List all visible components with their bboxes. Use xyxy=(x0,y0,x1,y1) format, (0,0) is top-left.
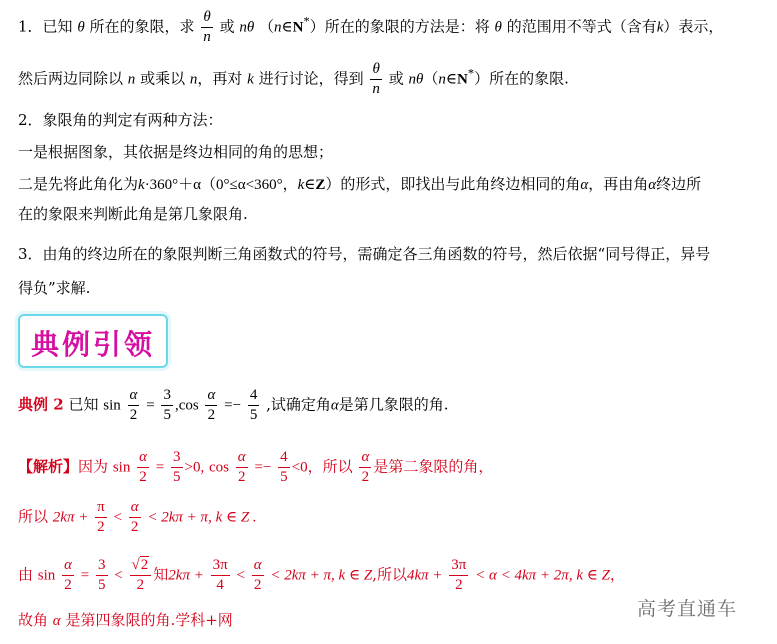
math-symbol: = xyxy=(254,459,263,476)
text: 故角 xyxy=(18,611,49,629)
solution-line-4 xyxy=(18,610,233,631)
math-var: α xyxy=(330,397,339,414)
math-symbol: = xyxy=(146,397,155,414)
text: 进行讨论，得到 xyxy=(258,69,364,88)
text: 所以 xyxy=(18,507,49,526)
fraction-alpha-over-2 xyxy=(62,558,74,593)
fraction-3-over-5 xyxy=(171,450,183,485)
fraction-alpha-over-2 xyxy=(252,558,264,593)
math-var: n xyxy=(127,71,136,88)
math-expr: < α < 4kπ + 2π, k ∈ Z xyxy=(475,567,610,584)
denominator: n xyxy=(203,29,211,45)
math-expr: ·360°＋α（0°≤α<360°， xyxy=(144,177,298,193)
method-2-first xyxy=(18,142,333,162)
math-var: k xyxy=(297,177,305,193)
numerator: α xyxy=(129,500,141,518)
denominator: 2 xyxy=(136,577,145,593)
math-expr: < 2kπ + π, k ∈ Z . xyxy=(147,509,257,526)
denominator: 2 xyxy=(455,577,463,593)
math-func: cos xyxy=(209,459,230,476)
denominator: 5 xyxy=(173,469,181,485)
text: 是第二象限的角， xyxy=(373,457,494,476)
example-2-statement xyxy=(18,388,449,423)
text: （ xyxy=(423,69,439,88)
numerator: α xyxy=(236,450,248,468)
math-sup: * xyxy=(303,14,310,29)
text: ,试确定角 xyxy=(266,395,331,414)
math-symbol: = xyxy=(155,459,165,476)
denominator: 2 xyxy=(237,469,246,485)
math-symbol: ∈ xyxy=(445,71,457,88)
text: 因为 xyxy=(78,457,109,476)
fraction-3-over-5 xyxy=(161,388,173,423)
section-title-box xyxy=(18,314,168,368)
fraction-alpha-over-2 xyxy=(137,450,149,485)
math-func: cos xyxy=(178,397,199,414)
method-2-second-line-2 xyxy=(18,204,248,224)
solution-line-1 xyxy=(18,450,493,485)
math-var: n xyxy=(438,71,446,88)
fraction-alpha-over-2 xyxy=(128,388,140,423)
solution-label: 【解析】 xyxy=(18,457,79,476)
numerator: α xyxy=(137,450,149,468)
math-expr: >0, xyxy=(184,459,205,476)
fraction-alpha-over-2 xyxy=(205,388,217,423)
text: ， xyxy=(609,565,625,584)
text: （ xyxy=(259,17,275,36)
text: ，再由角 xyxy=(588,175,649,193)
math-func: sin xyxy=(112,459,131,476)
fraction-theta-over-n xyxy=(370,62,382,97)
math-symbol: = xyxy=(80,567,90,584)
solution-line-2 xyxy=(18,500,257,535)
fraction-3pi-over-2 xyxy=(449,558,468,593)
numerator: 3 xyxy=(171,450,183,468)
math-func: sin xyxy=(37,567,56,584)
numerator: 4 xyxy=(278,450,290,468)
math-symbol: < xyxy=(114,567,123,584)
math-func: sin xyxy=(103,397,121,414)
math-var: θ xyxy=(77,19,85,36)
math-var: k xyxy=(138,177,145,193)
text: 一是根据图象，其依据是终边相同的角的思想； xyxy=(18,143,334,161)
numerator: θ xyxy=(370,62,382,80)
numerator: 4 xyxy=(248,388,260,406)
math-expr: <0， xyxy=(291,459,323,476)
math-expr: 2kπ + xyxy=(52,509,89,526)
method-3-line-1 xyxy=(18,244,710,264)
text: 终边所 xyxy=(656,175,702,193)
numerator: α xyxy=(128,388,140,406)
math-var: α xyxy=(52,613,61,629)
text: 二是先将此角化为 xyxy=(18,175,139,193)
text: ）表示， xyxy=(663,17,724,36)
sqrt: √2 xyxy=(131,557,149,573)
denominator: 4 xyxy=(216,577,224,593)
math-symbol: ∈ xyxy=(281,19,293,36)
denominator: n xyxy=(372,81,380,97)
math-symbol: − xyxy=(262,459,272,476)
math-symbol: − xyxy=(232,397,242,414)
text: 在的象限来判断此角是第几象限角. xyxy=(18,205,248,223)
math-var: α xyxy=(580,177,589,193)
numerator: α xyxy=(205,388,217,406)
fraction-4-over-5 xyxy=(278,450,290,485)
fraction-alpha-over-2 xyxy=(359,450,371,485)
math-symbol: < xyxy=(113,509,122,526)
denominator: 2 xyxy=(139,469,147,485)
denominator: 5 xyxy=(280,469,288,485)
math-symbol: < xyxy=(236,567,245,584)
text: ）所在的象限. xyxy=(474,69,569,88)
denominator: 5 xyxy=(249,407,258,423)
math-symbol: , xyxy=(174,397,179,414)
text: 由 xyxy=(18,565,34,584)
numerator: π xyxy=(95,500,107,518)
math-var: θ xyxy=(246,19,255,36)
fraction-alpha-over-2 xyxy=(129,500,141,535)
denominator: 2 xyxy=(129,407,138,423)
method-paragraph-line-2 xyxy=(18,62,569,97)
text: ,所以 xyxy=(372,565,407,584)
math-var: k xyxy=(656,19,664,36)
numerator: α xyxy=(252,558,264,576)
numerator: 3π xyxy=(211,558,230,576)
text: 知 xyxy=(153,565,169,584)
fraction-4-over-5 xyxy=(248,388,260,423)
fraction-3-over-5 xyxy=(96,558,108,593)
math-var: α xyxy=(648,177,657,193)
denominator: 2 xyxy=(64,577,72,593)
text: 3．由角的终边所在的象限判断三角函数式的符号，需确定各三角函数的符号，然后依据“同号得正，异号 xyxy=(18,245,711,263)
math-sup: * xyxy=(467,66,475,81)
math-set: N xyxy=(292,19,304,36)
radicand: 2 xyxy=(140,557,149,573)
denominator: 2 xyxy=(97,519,105,535)
section-title: 典例引领 xyxy=(30,328,155,361)
fraction-pi-over-2 xyxy=(95,500,107,535)
denominator: 2 xyxy=(253,577,262,593)
text: 得负”求解. xyxy=(18,279,91,297)
text: 或 xyxy=(388,69,404,88)
numerator: 3 xyxy=(96,558,108,576)
numerator: 3 xyxy=(161,388,173,406)
fraction-alpha-over-2 xyxy=(236,450,248,485)
math-expr: < 2kπ + π, k ∈ Z xyxy=(270,567,373,584)
text: 所在的象限，求 xyxy=(89,17,195,36)
text: 1．已知 xyxy=(18,17,73,36)
text: 的范围用不等式（含有 xyxy=(506,17,657,36)
numerator: θ xyxy=(201,10,213,28)
denominator: 5 xyxy=(98,577,106,593)
math-symbol: = xyxy=(224,397,233,414)
solution-line-3 xyxy=(18,558,625,593)
method-paragraph-line-1 xyxy=(18,10,723,45)
method-2-heading xyxy=(18,110,223,130)
denominator: 2 xyxy=(207,407,216,423)
text: 是第四象限的角.学科+网 xyxy=(65,611,233,629)
math-var: n xyxy=(189,71,198,88)
denominator: 2 xyxy=(361,469,370,485)
fraction-theta-over-n xyxy=(201,10,213,45)
text: 或 xyxy=(219,17,235,36)
math-var: θ xyxy=(494,19,502,36)
method-2-second-line-1 xyxy=(18,174,701,195)
fraction-sqrt2-over-2 xyxy=(130,558,152,593)
math-set: Z xyxy=(315,177,326,193)
text: 已知 xyxy=(68,395,99,414)
text: 是第几象限的角. xyxy=(338,395,449,414)
text: ，再对 xyxy=(197,69,243,88)
text: 2．象限角的判定有两种方法： xyxy=(18,111,223,129)
math-var: n xyxy=(274,19,282,36)
fraction-3pi-over-4 xyxy=(211,558,230,593)
numerator: 3π xyxy=(449,558,468,576)
math-var: k xyxy=(247,71,254,88)
text: ）的形式，即找出与此角终边相同的角 xyxy=(325,175,581,193)
text: 然后两边同除以 xyxy=(18,69,124,88)
math-expr: 4kπ + xyxy=(406,567,443,584)
math-var: θ xyxy=(416,71,424,88)
text: 所以 xyxy=(322,457,353,476)
math-var: n xyxy=(239,19,247,36)
denominator: 2 xyxy=(130,519,139,535)
denominator: 5 xyxy=(163,407,171,423)
numerator: α xyxy=(62,558,74,576)
example-label: 典例 2 xyxy=(18,395,64,414)
math-symbol: ∈ xyxy=(304,177,316,193)
method-3-line-2 xyxy=(18,278,90,298)
text: 或乘以 xyxy=(140,69,186,88)
numerator: α xyxy=(359,450,371,468)
math-expr: 2kπ + xyxy=(168,567,204,584)
math-set: N xyxy=(457,71,468,88)
math-var: n xyxy=(408,71,416,88)
text: ）所在的象限的方法是：将 xyxy=(309,17,490,36)
watermark-text: 高考直通车 xyxy=(637,598,738,620)
